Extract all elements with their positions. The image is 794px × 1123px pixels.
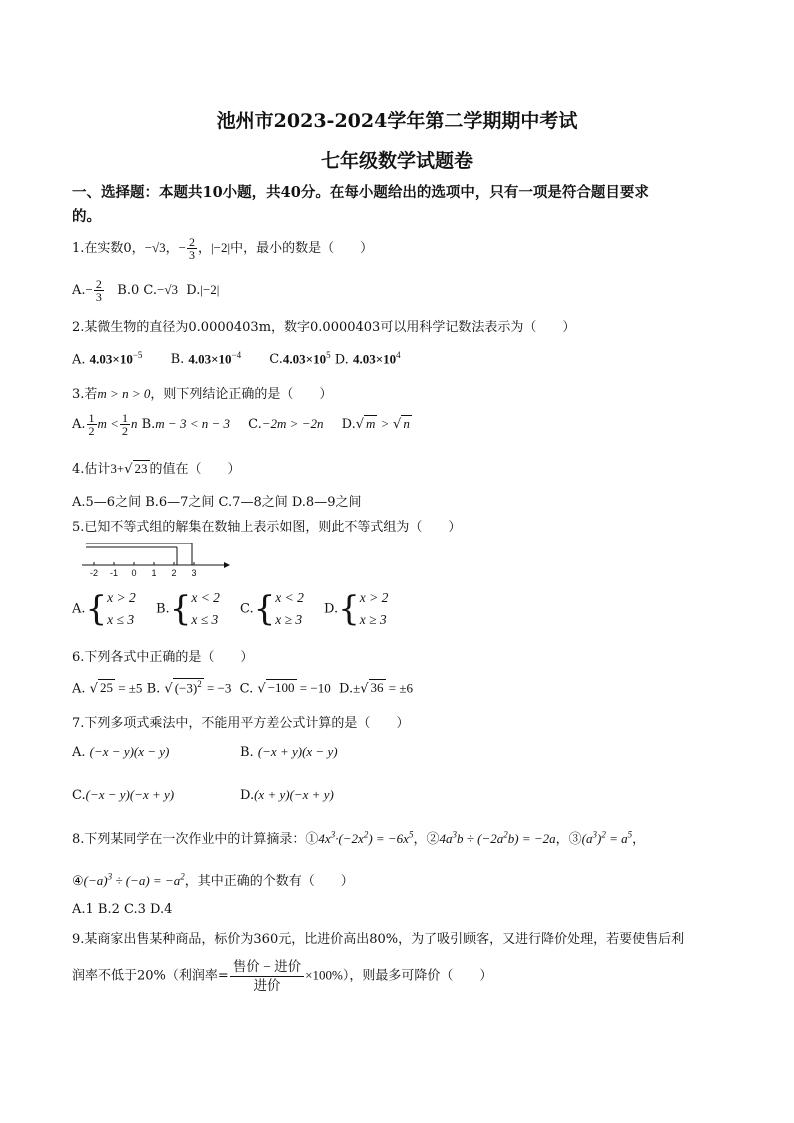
- q2-opt-a-base: 4.03×10: [89, 351, 133, 367]
- tick-label: 2: [171, 568, 177, 578]
- q6-opt-a-label: A.: [72, 681, 86, 697]
- question-8-line2: [72, 870, 354, 889]
- q8-e2d: 2: [503, 829, 508, 840]
- tick-label: 0: [131, 568, 137, 578]
- q5-opt-b-label: B.: [156, 601, 170, 617]
- q8-e3a: (a: [581, 831, 593, 846]
- q7-opt-c: (−x − y)(−x + y): [85, 787, 175, 802]
- q5-opt-c-system: [275, 587, 304, 631]
- q8-e3e: = a: [605, 831, 628, 846]
- q1-opt-c: −√3: [157, 282, 178, 297]
- q8-expr-2: [439, 831, 555, 846]
- question-2: 2.某微生物的直径为0.0000403m，数字0.0000403可以用科学记数法表示为（ ）: [72, 320, 576, 335]
- q3-opt-a-frac1: [87, 412, 97, 437]
- q6-opt-a-radicand: 25: [99, 680, 113, 696]
- q3-opt-d-radical-2: √: [393, 417, 402, 432]
- q8-e4b: 3: [107, 871, 113, 882]
- q9-line2-pre: 润率不低于20%（利润率=: [72, 968, 229, 984]
- q8-e3f: 5: [627, 829, 633, 840]
- q8-tail: ，: [632, 832, 646, 847]
- q2-opt-d-label: D.: [334, 352, 349, 368]
- q1-options: [72, 278, 219, 303]
- q3-opt-a-frac1-num: 1: [88, 411, 95, 425]
- q5-opt-d-label: D.: [324, 601, 339, 617]
- q6-opt-d-radical: √: [360, 681, 369, 697]
- q7-opt-a: (−x − y)(x − y): [89, 744, 170, 759]
- axis-arrow-icon: [224, 562, 230, 568]
- q5-opt-b-bot: x ≤ 3: [191, 612, 219, 627]
- q3-opt-d-n: n: [403, 416, 410, 431]
- q6-opt-c-radical: √: [257, 681, 266, 697]
- q2-opt-d-exp: 4: [396, 350, 401, 360]
- q8-e3c: ): [596, 831, 602, 846]
- section-heading-line1: 一、选择题：本题共10小题，共40分。在每小题给出的选项中，只有一项是符合题目要求: [72, 184, 649, 201]
- q5-opt-a-system: [107, 587, 136, 631]
- q5-opt-a-top: x > 2: [107, 590, 136, 605]
- q3-opt-a-frac2-num: 1: [121, 411, 128, 425]
- q3-opt-b: m − 3 < n − 3: [155, 416, 230, 431]
- q6-opt-d-rest: = ±6: [385, 680, 413, 696]
- q6-opt-d-pm: ±: [353, 680, 361, 696]
- q3-opt-a-v1: m <: [97, 416, 119, 431]
- q3-opt-a-frac2-den: 2: [121, 424, 128, 438]
- q5-opt-c-bot: x ≥ 3: [275, 612, 303, 627]
- question-3: [72, 383, 332, 402]
- q4-prefix: 4.估计: [72, 462, 111, 477]
- left-brace-icon: {: [253, 589, 276, 629]
- q8-e1d: 2: [363, 829, 369, 840]
- q6-options: [72, 678, 413, 696]
- q1-abs: |−2|: [211, 240, 231, 255]
- q6-opt-b-label: B.: [146, 681, 161, 697]
- q7-option-a: [72, 744, 169, 760]
- q4-suffix: 的值在（ ）: [149, 462, 241, 477]
- q1-sep-2: ，: [198, 241, 212, 256]
- left-brace-icon: {: [85, 589, 108, 629]
- q4-radicand: 23: [134, 461, 148, 476]
- q3-opt-c-label: C.: [248, 417, 262, 432]
- q3-opt-d-label: D.: [341, 417, 356, 432]
- q3-opt-a-frac2: [120, 412, 130, 437]
- q1-sep: ，: [165, 241, 179, 256]
- q8-options: A.1 B.2 C.3 D.4: [72, 902, 173, 917]
- tick-label: 3: [191, 568, 197, 578]
- q8-expr-1: [318, 831, 413, 846]
- q2-opt-a-label: A.: [72, 352, 86, 368]
- q5-opt-d-system: [360, 587, 389, 631]
- q5-opt-c-top: x < 2: [275, 590, 304, 605]
- q8-expr-3: [582, 831, 632, 846]
- tick-label: 1: [151, 568, 157, 578]
- q7-option-b: [240, 744, 338, 760]
- q8-e1f: 5: [408, 829, 414, 840]
- q8-expr-4: [84, 873, 185, 888]
- q8-e2c: b ÷ (−2a: [456, 831, 504, 846]
- q4-expr-a: 3+: [110, 461, 125, 476]
- q5-opt-d-top: x > 2: [359, 590, 389, 605]
- q1-fraction: [187, 236, 197, 261]
- tick-label: -1: [109, 568, 119, 578]
- q6-opt-b-radicand: [173, 678, 204, 696]
- q6-opt-d-radicand: 36: [370, 680, 384, 696]
- q1-opt-a-sign: −: [85, 282, 93, 297]
- q5-opt-a-label: A.: [72, 601, 86, 617]
- q6-opt-b-rest: = −3: [203, 680, 232, 696]
- left-brace-icon: {: [169, 589, 192, 629]
- q8-sep2: ，②: [413, 832, 440, 847]
- question-9: 9.某商家出售某种商品，标价为360元，比进价高出80%，为了吸引顾客，又进行降价处理，若要使售后利: [72, 932, 685, 947]
- q4-options: A.5—6之间 B.6—7之间 C.7—8之间 D.8—9之间: [72, 495, 362, 510]
- q5-opt-a-bot: x ≤ 3: [107, 612, 135, 627]
- tick-label: -2: [89, 568, 99, 578]
- q9-times: ×100%: [305, 967, 343, 983]
- q7-option-d: [240, 787, 334, 803]
- q5-opt-b-system: [191, 587, 220, 631]
- q7-opt-d: (x + y)(−x + y): [254, 787, 334, 802]
- q8-sep3: ，③: [555, 832, 582, 847]
- q2-opt-c-exp: 5: [326, 350, 331, 360]
- q7-opt-a-label: A.: [72, 745, 86, 760]
- q9-frac-den: 进价: [253, 977, 281, 993]
- question-6: 6.下列各式中正确的是（ ）: [72, 650, 254, 665]
- q6-opt-b-radical: √: [164, 681, 173, 697]
- q1-opt-d: |−2|: [200, 282, 220, 297]
- q2-opt-a-exp: −5: [132, 350, 143, 360]
- q2-opt-d-base: 4.03×10: [352, 351, 397, 367]
- q1-opt-d-label: D.: [186, 283, 201, 298]
- q6-opt-c-rest: = −10: [296, 680, 331, 696]
- left-brace-icon: {: [338, 589, 360, 629]
- q3-opt-c: −2m > −2n: [261, 416, 324, 431]
- q5-opt-c-label: C.: [240, 601, 254, 617]
- question-1: [72, 236, 373, 261]
- q1-opt-a-num: 2: [95, 277, 102, 291]
- q1-opt-a-label: A.: [72, 283, 86, 298]
- q7-opt-d-label: D.: [240, 788, 255, 803]
- q3-opt-a-label: A.: [72, 417, 86, 432]
- q2-opt-c-label: C.: [269, 352, 283, 368]
- q8-e1a: 4x: [318, 831, 331, 846]
- question-4: [72, 458, 241, 477]
- q1-prefix: 1.在实数0，: [72, 241, 145, 256]
- exam-subtitle: 七年级数学试题卷: [320, 150, 473, 172]
- q8-e1c: ·(−2x: [335, 831, 364, 846]
- q6-opt-b-exp: 2: [197, 679, 202, 689]
- section-heading: [72, 181, 732, 229]
- q4-radical: √: [124, 462, 133, 477]
- q8-e4a: (−a): [83, 873, 108, 888]
- q8-prefix: 8.下列某同学在一次作业中的计算摘录：①: [72, 832, 319, 847]
- q3-opt-d-gt: >: [381, 416, 389, 431]
- q5-opt-b-top: x < 2: [191, 590, 220, 605]
- q7-opt-c-label: C.: [72, 788, 86, 803]
- q5-opt-d-bot: x ≥ 3: [359, 612, 387, 627]
- q3-suffix: ，则下列结论正确的是（ ）: [150, 387, 333, 402]
- q3-condition: m > n > 0: [97, 386, 151, 401]
- q1-frac-num: 2: [189, 235, 196, 249]
- q6-opt-c-radicand: −100: [267, 680, 295, 696]
- q3-options: [72, 412, 412, 437]
- q1-suffix: 中，最小的数是（ ）: [230, 241, 374, 256]
- q8-e3b: 3: [592, 829, 597, 840]
- q7-opt-b: (−x + y)(x − y): [257, 744, 338, 759]
- q5-option-c: [240, 587, 304, 631]
- q8-e4d: 2: [180, 871, 185, 882]
- q1-opt-a-den: 3: [95, 290, 102, 304]
- q6-opt-b-base: (−3): [174, 680, 198, 696]
- q9-line2-suffix: ），则最多可降价（ ）: [342, 968, 493, 984]
- q2-options: [72, 350, 401, 367]
- q7-option-c: [72, 787, 174, 803]
- q5-option-d: [324, 587, 388, 631]
- question-5: 5.已知不等式组的解集在数轴上表示如图，则此不等式组为（ ）: [72, 520, 462, 535]
- q3-opt-a-v2: n: [130, 416, 138, 431]
- question-7: 7.下列多项式乘法中，不能用平方差公式计算的是（ ）: [72, 716, 410, 731]
- q1-opt-c-label: C.: [143, 283, 158, 298]
- q8-line2-suffix: ，其中正确的个数有（ ）: [184, 874, 354, 889]
- q2-opt-b-base: 4.03×10: [188, 351, 232, 367]
- q3-opt-d-m: m: [366, 416, 376, 431]
- q6-opt-a-radical: √: [89, 681, 98, 697]
- q2-opt-b-exp: −4: [231, 350, 242, 360]
- q7-opt-b-label: B.: [240, 745, 254, 760]
- q2-opt-b-label: B.: [170, 352, 185, 368]
- question-8: [72, 828, 645, 847]
- q1-frac-sign: −: [178, 240, 187, 255]
- q1-frac-den: 3: [189, 248, 196, 262]
- q6-opt-c-label: C.: [239, 681, 254, 697]
- q8-e2a: 4a: [439, 831, 453, 846]
- q8-line2-pre: ④: [72, 874, 84, 889]
- q6-opt-d-label: D.: [338, 681, 354, 697]
- q8-e3d: 2: [601, 829, 606, 840]
- exam-title: 池州市2023-2024学年第二学期期中考试: [216, 110, 578, 132]
- q8-e2e: b) = −2a: [507, 831, 556, 846]
- q9-profit-fraction: [230, 958, 304, 994]
- q1-opt-b: B.0: [117, 283, 140, 298]
- question-9-line2: [72, 958, 492, 994]
- q8-e1b: 3: [330, 829, 336, 840]
- q3-opt-a-frac1-den: 2: [88, 424, 95, 438]
- q3-opt-b-label: B.: [141, 417, 156, 432]
- q8-e4c: ÷ (−a) = −a: [112, 873, 181, 888]
- q6-opt-a-rest: = ±5: [114, 680, 143, 696]
- q5-option-b: [156, 587, 220, 631]
- number-line-figure: [80, 543, 240, 579]
- q8-e1e: ) = −6x: [368, 831, 409, 846]
- q1-opt-a-frac: [94, 278, 104, 303]
- q2-opt-c-base: 4.03×10: [282, 351, 327, 367]
- q8-e2b: 3: [452, 829, 457, 840]
- q3-opt-d-radical-1: √: [355, 417, 365, 432]
- q5-option-a: [72, 587, 136, 631]
- q1-neg-sqrt3: −√3: [144, 240, 166, 255]
- q9-frac-num: 售价 − 进价: [230, 958, 304, 977]
- q3-prefix: 3.若: [72, 387, 98, 402]
- section-heading-line2: 的。: [72, 208, 101, 225]
